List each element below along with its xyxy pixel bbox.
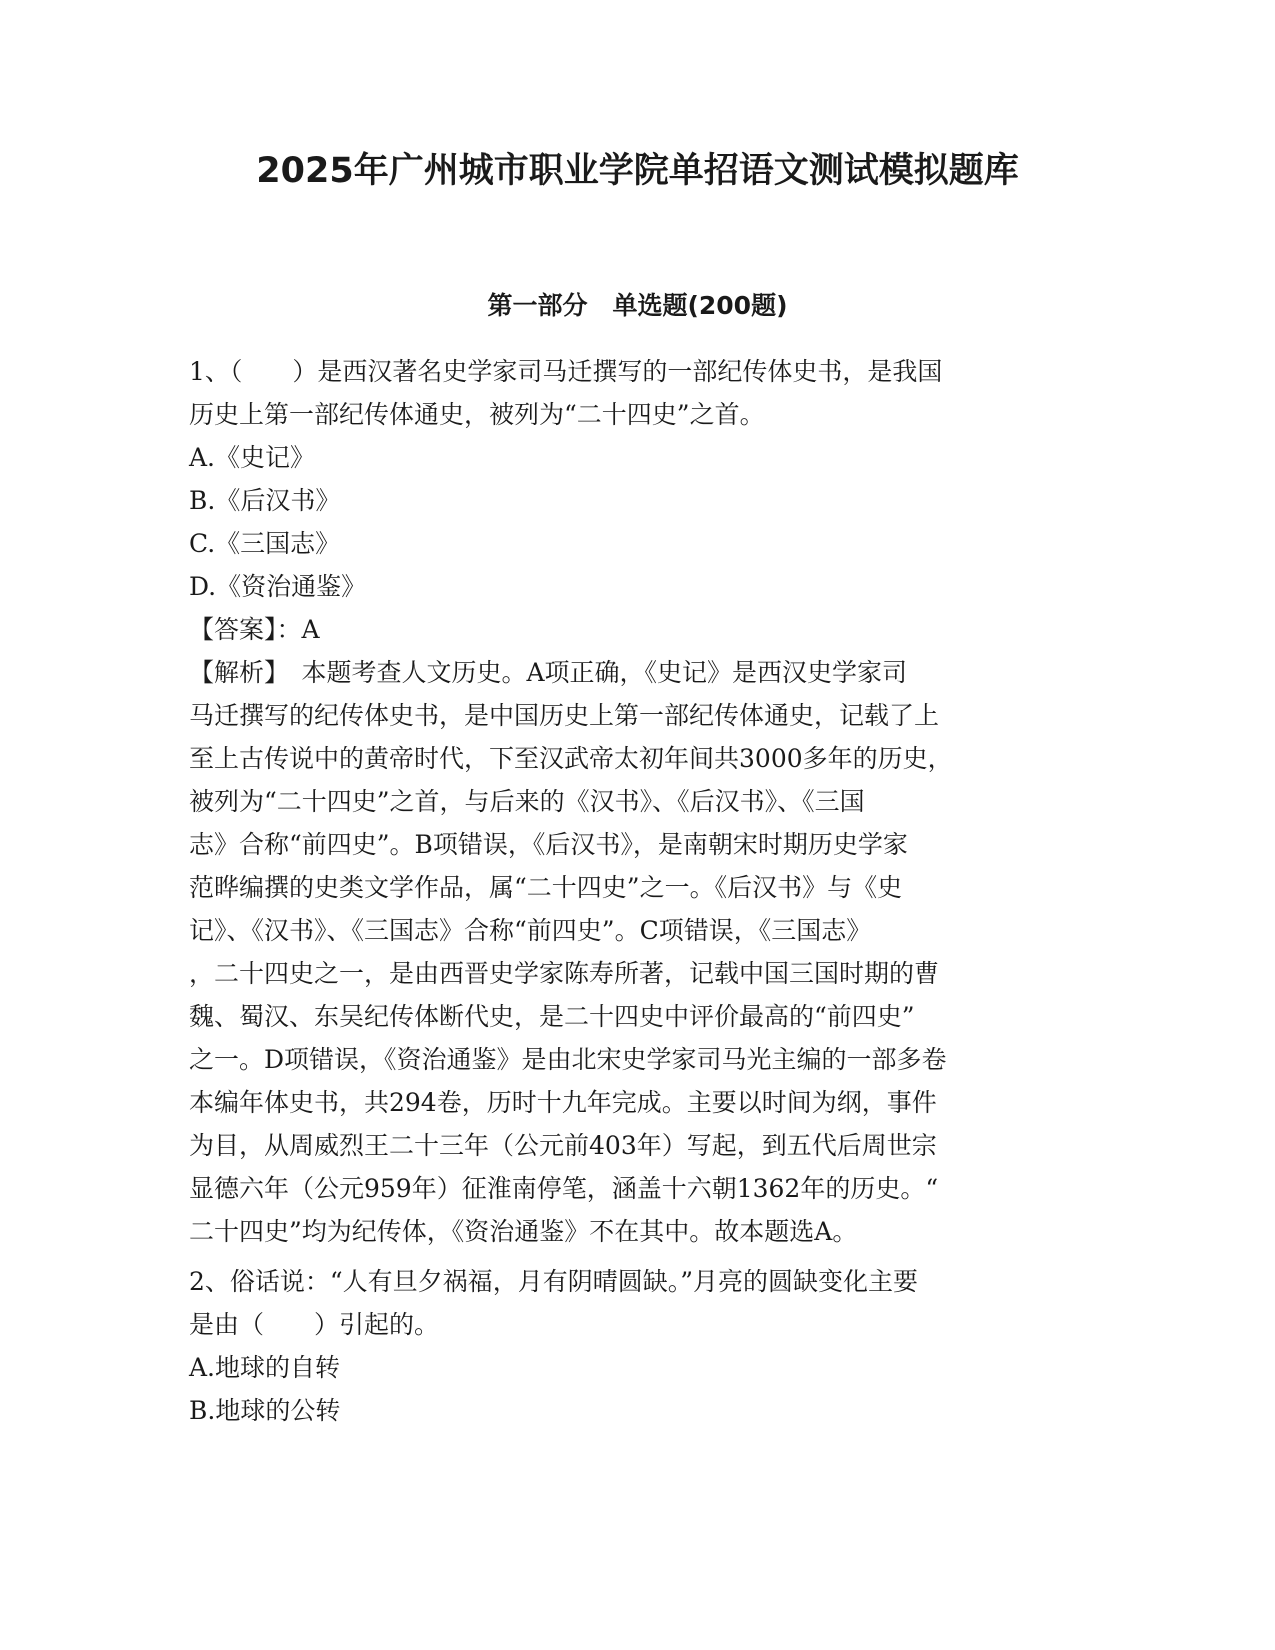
analysis-line: ，二十四史之一，是由西晋史学家陈寿所著，记载中国三国时期的曹 [189, 959, 940, 988]
analysis-line: 魏、蜀汉、东吴纪传体断代史，是二十四史中评价最高的“前四史” [189, 1002, 915, 1031]
question-spacer [189, 1253, 1084, 1260]
analysis-line: 显德六年（公元959年）征淮南停笔，涵盖十六朝1362年的历史。“ [189, 1174, 939, 1203]
option-c: C.《三国志》 [189, 529, 341, 558]
analysis-block [189, 651, 1084, 1253]
analysis-line: 之一。D项错误，《资治通鉴》是由北宋史学家司马光主编的一部多卷 [189, 1045, 947, 1074]
analysis-line: 志》合称“前四史”。B项错误，《后汉书》，是南朝宋时期历史学家 [189, 830, 908, 859]
analysis-line: 记》、《汉书》、《三国志》合称“前四史”。C项错误，《三国志》 [189, 916, 872, 945]
analysis-line: 被列为“二十四史”之首，与后来的《汉书》、《后汉书》、《三国 [189, 787, 865, 816]
stem-line: 是由（ ）引起的。 [189, 1310, 440, 1339]
answer-line: 【答案】：A [189, 615, 320, 644]
option-d: D.《资治通鉴》 [189, 572, 367, 601]
analysis-line: 为目，从周威烈王二十三年（公元前403年）写起，到五代后周世宗 [189, 1131, 937, 1160]
analysis-line: 马迁撰写的纪传体史书，是中国历史上第一部纪传体通史，记载了上 [189, 701, 940, 730]
analysis-line: 二十四史”均为纪传体，《资治通鉴》不在其中。故本题选A。 [189, 1217, 858, 1246]
option-list [189, 436, 1084, 608]
question-stem [189, 350, 1084, 436]
option-b: B.《后汉书》 [189, 486, 341, 515]
section-heading: 第一部分 单选题(200题) [487, 291, 788, 320]
analysis-line: 至上古传说中的黄帝时代，下至汉武帝太初年间共3000多年的历史， [189, 744, 953, 773]
stem-line: 2、俗话说：“人有旦夕祸福，月有阴晴圆缺。”月亮的圆缺变化主要 [189, 1267, 918, 1296]
option-b: B.地球的公转 [189, 1396, 341, 1425]
analysis-line: 本编年体史书，共294卷，历时十九年完成。主要以时间为纲，事件 [189, 1088, 937, 1117]
question-item [189, 1260, 1084, 1432]
document-title: 2025年广州城市职业学院单招语文测试模拟题库 [256, 151, 1019, 191]
question-stem [189, 1260, 1084, 1346]
stem-line: 历史上第一部纪传体通史，被列为“二十四史”之首。 [189, 400, 765, 429]
option-list [189, 1346, 1084, 1432]
stem-line: 1、（ ）是西汉著名史学家司马迁撰写的一部纪传体史书，是我国 [189, 357, 943, 386]
option-a: A.《史记》 [189, 443, 316, 472]
analysis-line: 范晔编撰的史类文学作品，属“二十四史”之一。《后汉书》与《史 [189, 873, 903, 902]
analysis-line: 【解析】 本题考查人文历史。A项正确，《史记》是西汉史学家司 [189, 658, 908, 687]
question-item [189, 350, 1084, 1253]
option-a: A.地球的自转 [189, 1353, 341, 1382]
question-list [189, 350, 1084, 1432]
